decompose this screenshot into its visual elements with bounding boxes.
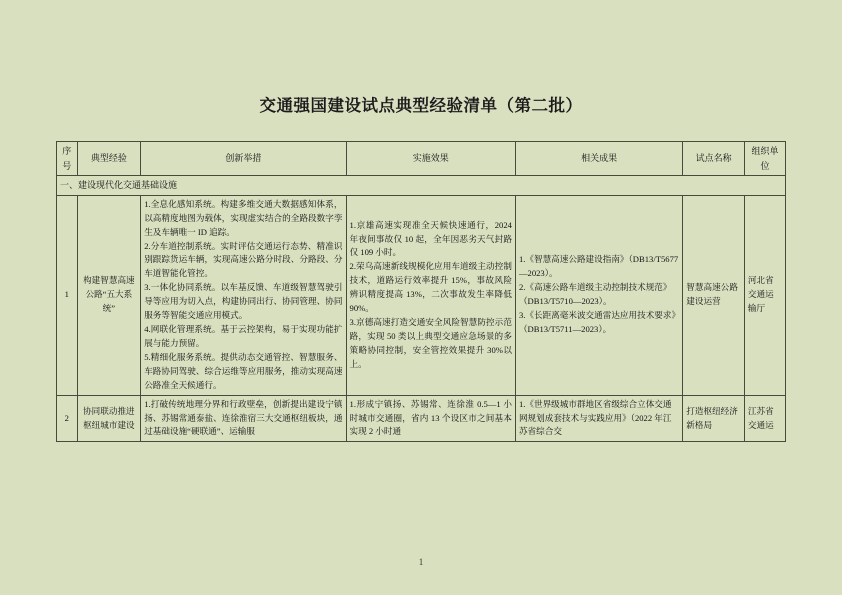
row-results	[515, 395, 682, 442]
row-site-name: 智慧高速公路建设运营	[683, 195, 745, 395]
effect-item: 2.荣乌高速新线规模化应用车道级主动控制技术，道路运行效率提升 15%，事故风险辨识精度提高 13%，二次事故发生率降低 90%。	[349, 261, 512, 314]
table-body	[57, 176, 786, 442]
measure-item: 5.精细化服务系统。提供动态交通管控、智慧服务、车路协同驾驶、综合运维等应用服务，推动实现高速公路准全天候通行。	[144, 351, 343, 390]
effect-item: 3.京德高速打造交通安全风险智慧防控示范路，实现 50 类以上典型交通应急场景的多策略协同控制，安全管控效果提升 30%以上。	[349, 317, 512, 369]
section-label: 一、建设现代化交通基础设施	[57, 176, 786, 196]
column-header-measures: 创新举措	[141, 142, 346, 176]
row-organization: 河北省交通运输厅	[744, 195, 785, 395]
page-title: 交通强国建设试点典型经验清单（第二批）	[259, 96, 583, 115]
table-header-row	[57, 142, 786, 176]
result-item: 1.《世界级城市群地区省级综合立体交通网规划成套技术与实践应用》（2022 年江苏省综合交	[518, 398, 672, 437]
column-header-experience: 典型经验	[77, 142, 141, 176]
table-header	[57, 142, 786, 176]
row-number: 1	[57, 195, 78, 395]
row-experience: 协同联动推进枢纽城市建设	[77, 395, 141, 442]
page-number: 1	[418, 557, 424, 567]
experience-list-table	[56, 141, 786, 442]
row-results	[515, 195, 682, 395]
result-item: 2.《高速公路车道级主动控制技术规范》（DB13/T5710—2023）。	[518, 282, 672, 307]
result-item: 1.《智慧高速公路建设指南》（DB13/T5677—2023）。	[518, 254, 679, 279]
section-header-row	[57, 176, 786, 196]
measure-item: 2.分车道控制系统。实时评估交通运行态势、精准识别跟踪货运车辆，实现高速公路分时段、分路段、分车道智能化管控。	[144, 240, 343, 279]
measure-item: 1.打破传统地理分界和行政壁垒，创新提出建设宁镇扬、苏锡常通泰盐、连徐淮宿三大交通枢纽板块，通过基础设施“硬联通”、运输服	[144, 398, 343, 437]
row-effects	[346, 395, 515, 442]
table-container	[0, 141, 842, 442]
effect-item: 1.京雄高速实现准全天候快速通行，2024 年夜间事故仅 10 起，全年因恶劣天气封路仅 109 小时。	[349, 219, 512, 258]
column-header-effects: 实施效果	[346, 142, 515, 176]
row-measures	[141, 195, 346, 395]
result-item: 3.《长距离毫米波交通雷达应用技术要求》（DB13/T5711—2023）。	[518, 310, 676, 335]
column-header-site-name: 试点名称	[683, 142, 745, 176]
column-header-organization: 组织单位	[744, 142, 785, 176]
row-organization: 江苏省交通运	[744, 395, 785, 442]
row-measures	[141, 395, 346, 442]
effect-item: 1.形成宁镇扬、苏锡常、连徐淮 0.5—1 小时城市交通圈，省内 13 个设区市之间基本实现 2 小时通	[349, 398, 512, 437]
table-row	[57, 395, 786, 442]
column-header-results: 相关成果	[515, 142, 682, 176]
measure-item: 1.全息化感知系统。构建多维交通大数据感知体系，以高精度地图为载体，实现虚实结合的全路段数字孪生及车辆唯一 ID 追踪。	[144, 198, 343, 237]
row-effects	[346, 195, 515, 395]
measure-item: 4.网联化管理系统。基于云控架构，易于实现功能扩展与能力预留。	[144, 324, 343, 348]
table-row	[57, 195, 786, 395]
column-header-no: 序号	[57, 142, 78, 176]
row-experience: 构建智慧高速公路“五大系统”	[77, 195, 141, 395]
row-number: 2	[57, 395, 78, 442]
measure-item: 3.一体化协同系统。以车基反馈、车道级智慧驾驶引导等应用为切入点，构建协同出行、协同管理、协同服务等智能交通应用模式。	[144, 282, 343, 321]
row-site-name: 打造枢纽经济新格局	[683, 395, 745, 442]
